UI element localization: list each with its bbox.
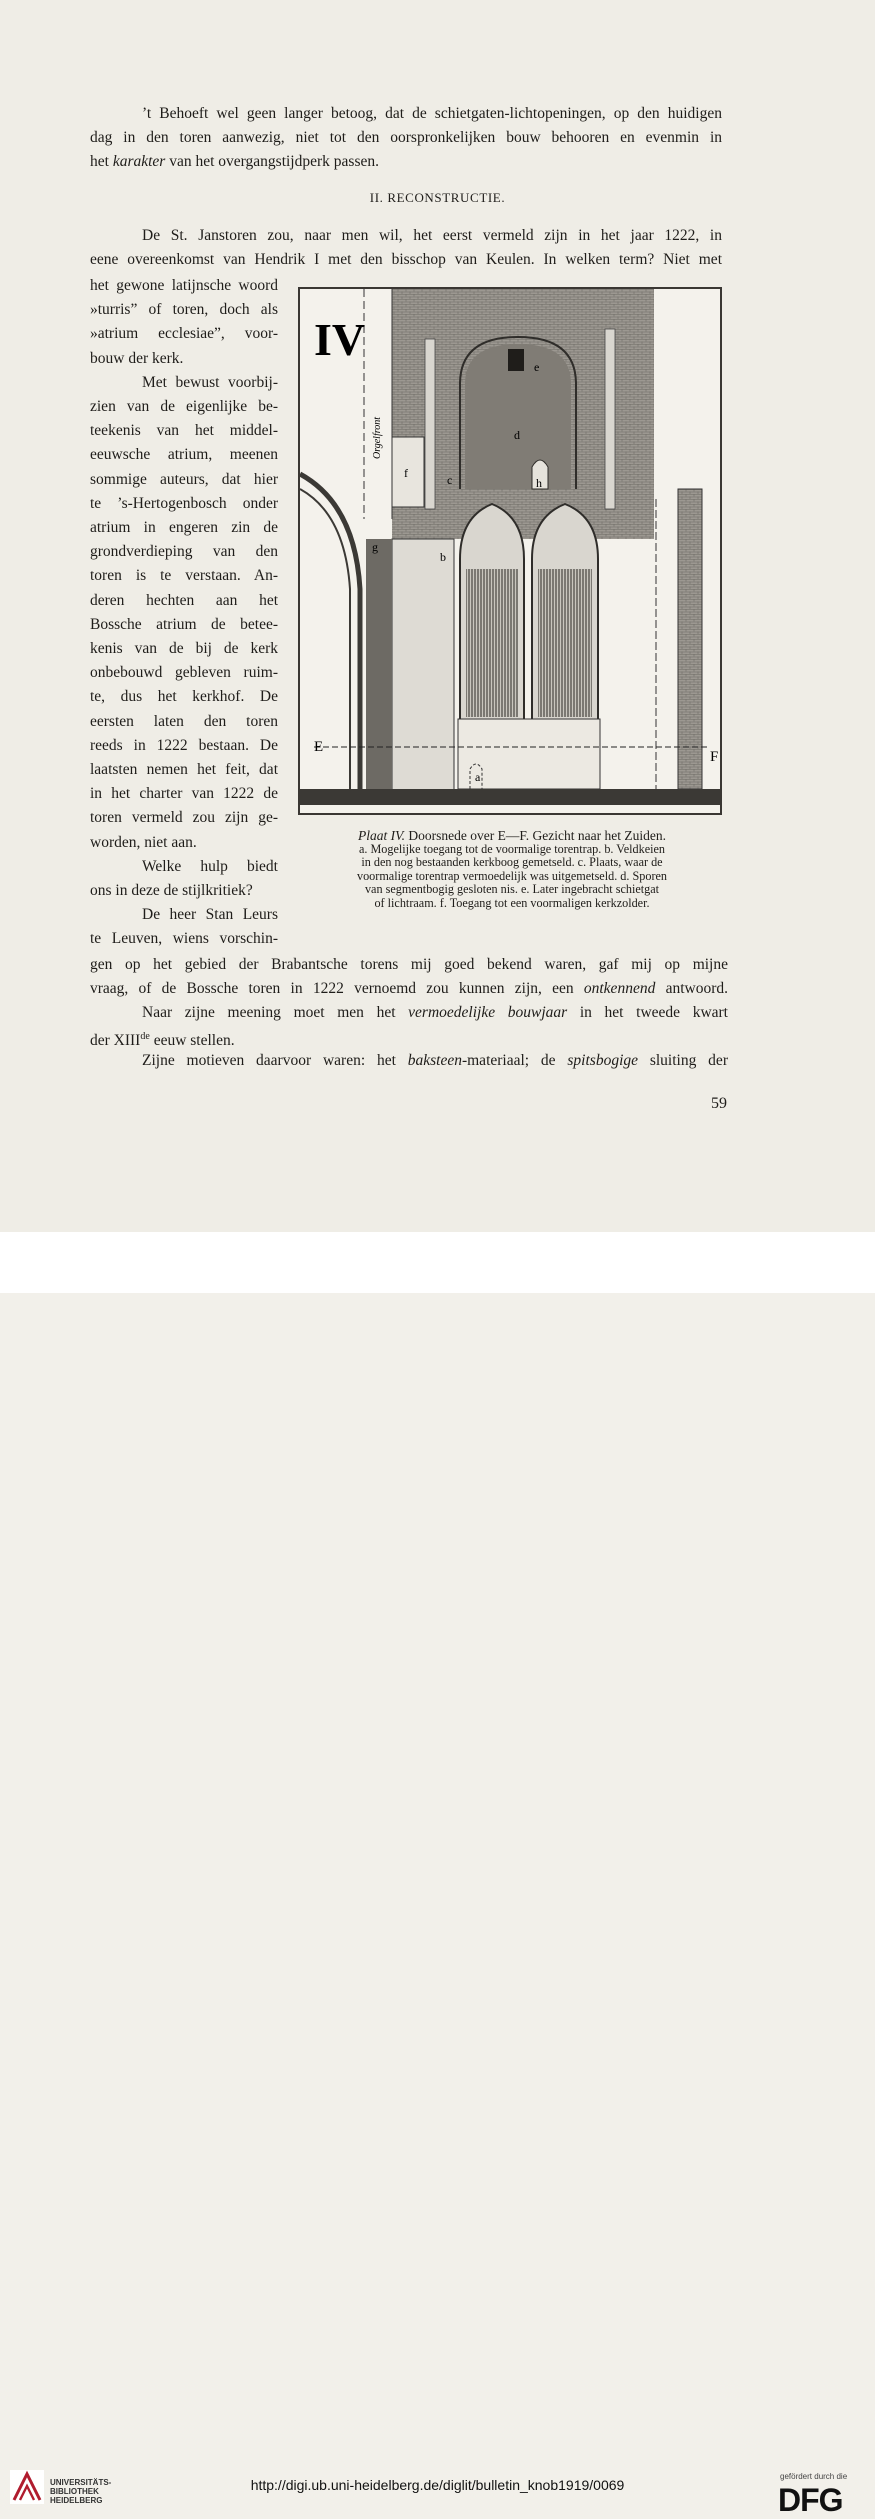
letter-e: e [534,360,540,374]
paragraph-line [90,248,722,273]
left-column-line: ons in deze de stijlkritiek? [90,882,253,899]
text: sluiting der [638,1052,728,1069]
letter-h: h [536,476,542,490]
paragraph-line [90,977,728,1002]
left-column-line: eersten laten den toren [90,712,278,730]
caption-title [300,829,724,843]
left-column-line: worden, niet aan. [90,833,197,851]
left-column-line: reeds in 1222 bestaan. De [90,736,278,754]
text: Zijne motieven daarvoor waren: het [142,1052,408,1069]
emphasis: ontkennend [583,980,656,997]
paragraph-line [90,1001,728,1026]
plate-iv-figure [298,287,722,815]
letter-b: b [440,550,446,564]
letter-d: d [514,428,520,442]
caption-title-em: Plaat IV. [358,828,406,843]
dfg-logo[interactable]: DFG [778,2482,843,2518]
left-column-line: eeuwsche atrium, meenen [90,446,278,464]
uni-line: BIBLIOTHEK [50,2487,99,2496]
left-column-line: onbebouwd gebleven ruim- [90,664,278,682]
letter-a: a [475,770,481,784]
uni-line: UNIVERSITÄTS- [50,2478,112,2487]
text: het [90,153,113,170]
text: dag in den toren aanwezig, niet tot den oorspronkelijken bouw behooren en evenmin in [90,129,722,146]
orgelfront-label: Orgelfront [372,416,383,459]
left-column-line: het gewone latijnsche woord [90,277,278,294]
text: eene overeenkomst van Hendrik I met den bisschop van Keulen. In welken term? Niet met [90,251,722,268]
emphasis: vermoedelijke bouwjaar [408,1004,568,1021]
plate-numeral: IV [314,314,366,365]
door-f [392,437,424,507]
caption-line: van segmentbogig gesloten nis. e. Later ingebracht schietgat [364,882,660,897]
text: ’t Behoeft wel geen langer betoog, dat de schietgaten-lichtopeningen, op den huidigen [142,105,722,122]
left-column-line: Met bewust voorbij- [142,373,278,391]
plate-caption [300,829,724,911]
ground-line [300,789,720,805]
left-column-line: in het charter van 1222 de [90,785,278,803]
letter-f: f [404,466,408,480]
left-column-line: Welke hulp biedt [142,857,278,875]
left-column-line: te ’s-Hertogenbosch onder [90,494,278,512]
page-number: 59 [711,1095,727,1112]
caption-line: in den nog bestaanden kerkboog gemetseld. c. Plaats, waar de [361,855,663,870]
text: der XIII [90,1032,141,1050]
caption-line: of lichtraam. f. Toegang tot een voormaligen kerkzolder. [374,895,650,910]
section-heading: II. RECONSTRUCTIE. [369,190,506,205]
text: -materiaal; de [461,1052,568,1069]
caption-title-rest: Doorsnede over E—F. Gezicht naar het Zuiden. [405,828,666,843]
emphasis: spitsbogige [567,1052,639,1069]
paragraph-line [90,953,728,978]
text: eeuw stellen. [149,1032,235,1050]
letter-g: g [372,540,378,554]
left-column-line: atrium in engeren zin de [90,519,278,536]
paragraph-line [90,150,722,175]
loophole-window [508,349,524,371]
left-column-line: laatsten nemen het feit, dat [90,761,278,778]
permalink-url[interactable]: http://digi.ub.uni-heidelberg.de/diglit/bulletin_knob1919/0069 [250,2477,625,2493]
left-column-line: teekenis van het middel- [90,422,278,440]
left-column-line: »turris” of toren, doch als [90,301,278,319]
left-column-line: toren is te verstaan. An- [90,567,278,585]
text: vraag, of de Bossche toren in 1222 vernoemd zou kunnen zijn, een [90,980,584,997]
left-column-line: te Leuven, wiens vorschin- [90,930,278,948]
caption-line: a. Mogelijke toegang tot de voormalige torentrap. b. Veldkeien [358,841,666,856]
document-page [0,0,875,1232]
left-column-line: De heer Stan Leurs [142,906,278,924]
emphasis: baksteen [407,1052,462,1069]
section-marker-f: F [710,749,719,765]
paragraph-line [90,126,722,151]
text: van het overgangstijdperk passen. [165,153,379,170]
left-column-line: bouw der kerk. [90,349,184,367]
text: Naar zijne meening moet men het [142,1004,409,1021]
caption-line: voormalige torentrap vermoedelijk was uitgemetseld. d. Sporen [356,868,668,883]
left-column-line: deren hechten aan het [90,591,278,609]
left-column-line: Bossche atrium de betee- [90,615,278,633]
text: gen op het gebied der Brabantsche torens mij goed bekend waren, gaf mij op mijne [90,956,728,973]
text: in het tweede kwart [567,1004,728,1021]
uni-line: HEIDELBERG [50,2496,103,2505]
left-column-line: toren vermeld zou zijn ge- [90,809,278,827]
left-column-line: sommige auteurs, dat hier [90,470,278,488]
dfg-funding-note: gefördert durch die [780,2472,848,2481]
left-column-line: zien van de eigenlijke be- [90,398,278,415]
paragraph-line [90,102,722,127]
section-drawing [300,289,720,813]
viewer-footer [0,1232,875,2518]
emphasis: karakter [112,153,166,170]
text: De St. Janstoren zou, naar men wil, het eerst vermeld zijn in het jaar 1222, in [142,227,722,244]
superscript: de [140,1031,150,1042]
left-column-line: »atrium ecclesiae”, voor- [90,325,278,343]
paragraph-line [90,224,722,249]
text: antwoord. [655,980,728,997]
left-column-line: kenis van de bij de kerk [90,640,278,657]
left-column-line: te, dus het kerkhof. De [90,688,278,706]
left-column-line: grondverdieping van den [90,543,278,561]
section-marker-e: E [314,739,324,755]
paragraph-line [90,1049,728,1074]
letter-c: c [447,473,453,487]
